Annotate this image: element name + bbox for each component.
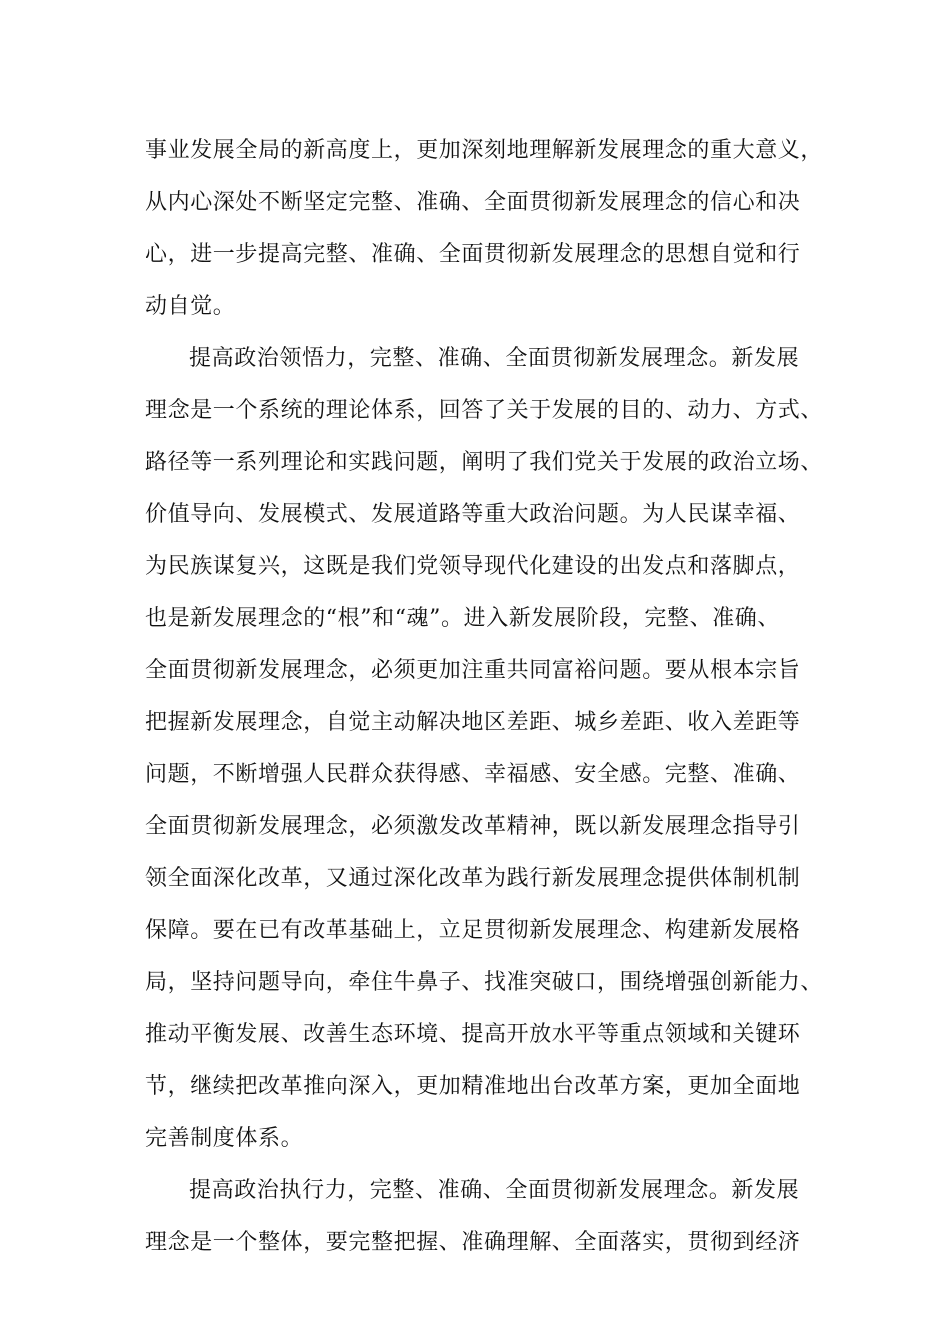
text-line: 从内心深处不断坚定完整、准确、全面贯彻新发展理念的信心和决 <box>145 190 801 215</box>
text-line: 路径等一系列理论和实践问题，阐明了我们党关于发展的政治立场、 <box>145 450 824 475</box>
text-line: 把握新发展理念，自觉主动解决地区差距、城乡差距、收入差距等 <box>145 710 801 735</box>
text-line: 也是新发展理念的“根”和“魂”。进入新发展阶段，完整、准确、 <box>145 606 780 631</box>
text-line: 推动平衡发展、改善生态环境、提高开放水平等重点领域和关键环 <box>145 1022 801 1047</box>
paragraph-first-line: 提高政治执行力，完整、准确、全面贯彻新发展理念。新发展 <box>189 1178 800 1203</box>
text-line: 动自觉。 <box>145 294 236 319</box>
document-body <box>145 125 825 1269</box>
text-line: 完善制度体系。 <box>145 1126 304 1151</box>
text-line: 问题，不断增强人民群众获得感、幸福感、安全感。完整、准确、 <box>145 762 801 787</box>
text-line: 价值导向、发展模式、发展道路等重大政治问题。为人民谋幸福、 <box>145 502 801 527</box>
text-line: 全面贯彻新发展理念，必须激发改革精神，既以新发展理念指导引 <box>145 814 801 839</box>
paragraph-first-line: 提高政治领悟力，完整、准确、全面贯彻新发展理念。新发展 <box>189 346 800 371</box>
text-line: 理念是一个整体，要完整把握、准确理解、全面落实，贯彻到经济 <box>145 1230 801 1255</box>
text-line: 心，进一步提高完整、准确、全面贯彻新发展理念的思想自觉和行 <box>145 242 801 267</box>
text-line: 领全面深化改革，又通过深化改革为践行新发展理念提供体制机制 <box>145 866 801 891</box>
text-line: 为民族谋复兴，这既是我们党领导现代化建设的出发点和落脚点， <box>145 554 801 579</box>
text-line: 事业发展全局的新高度上，更加深刻地理解新发展理念的重大意义， <box>145 138 824 163</box>
text-line: 局，坚持问题导向，牵住牛鼻子、找准突破口，围绕增强创新能力、 <box>145 970 824 995</box>
text-line: 保障。要在已有改革基础上，立足贯彻新发展理念、构建新发展格 <box>145 918 801 943</box>
text-line: 节，继续把改革推向深入，更加精准地出台改革方案，更加全面地 <box>145 1074 801 1099</box>
text-line: 理念是一个系统的理论体系，回答了关于发展的目的、动力、方式、 <box>145 398 824 423</box>
text-line: 全面贯彻新发展理念，必须更加注重共同富裕问题。要从根本宗旨 <box>145 658 801 683</box>
